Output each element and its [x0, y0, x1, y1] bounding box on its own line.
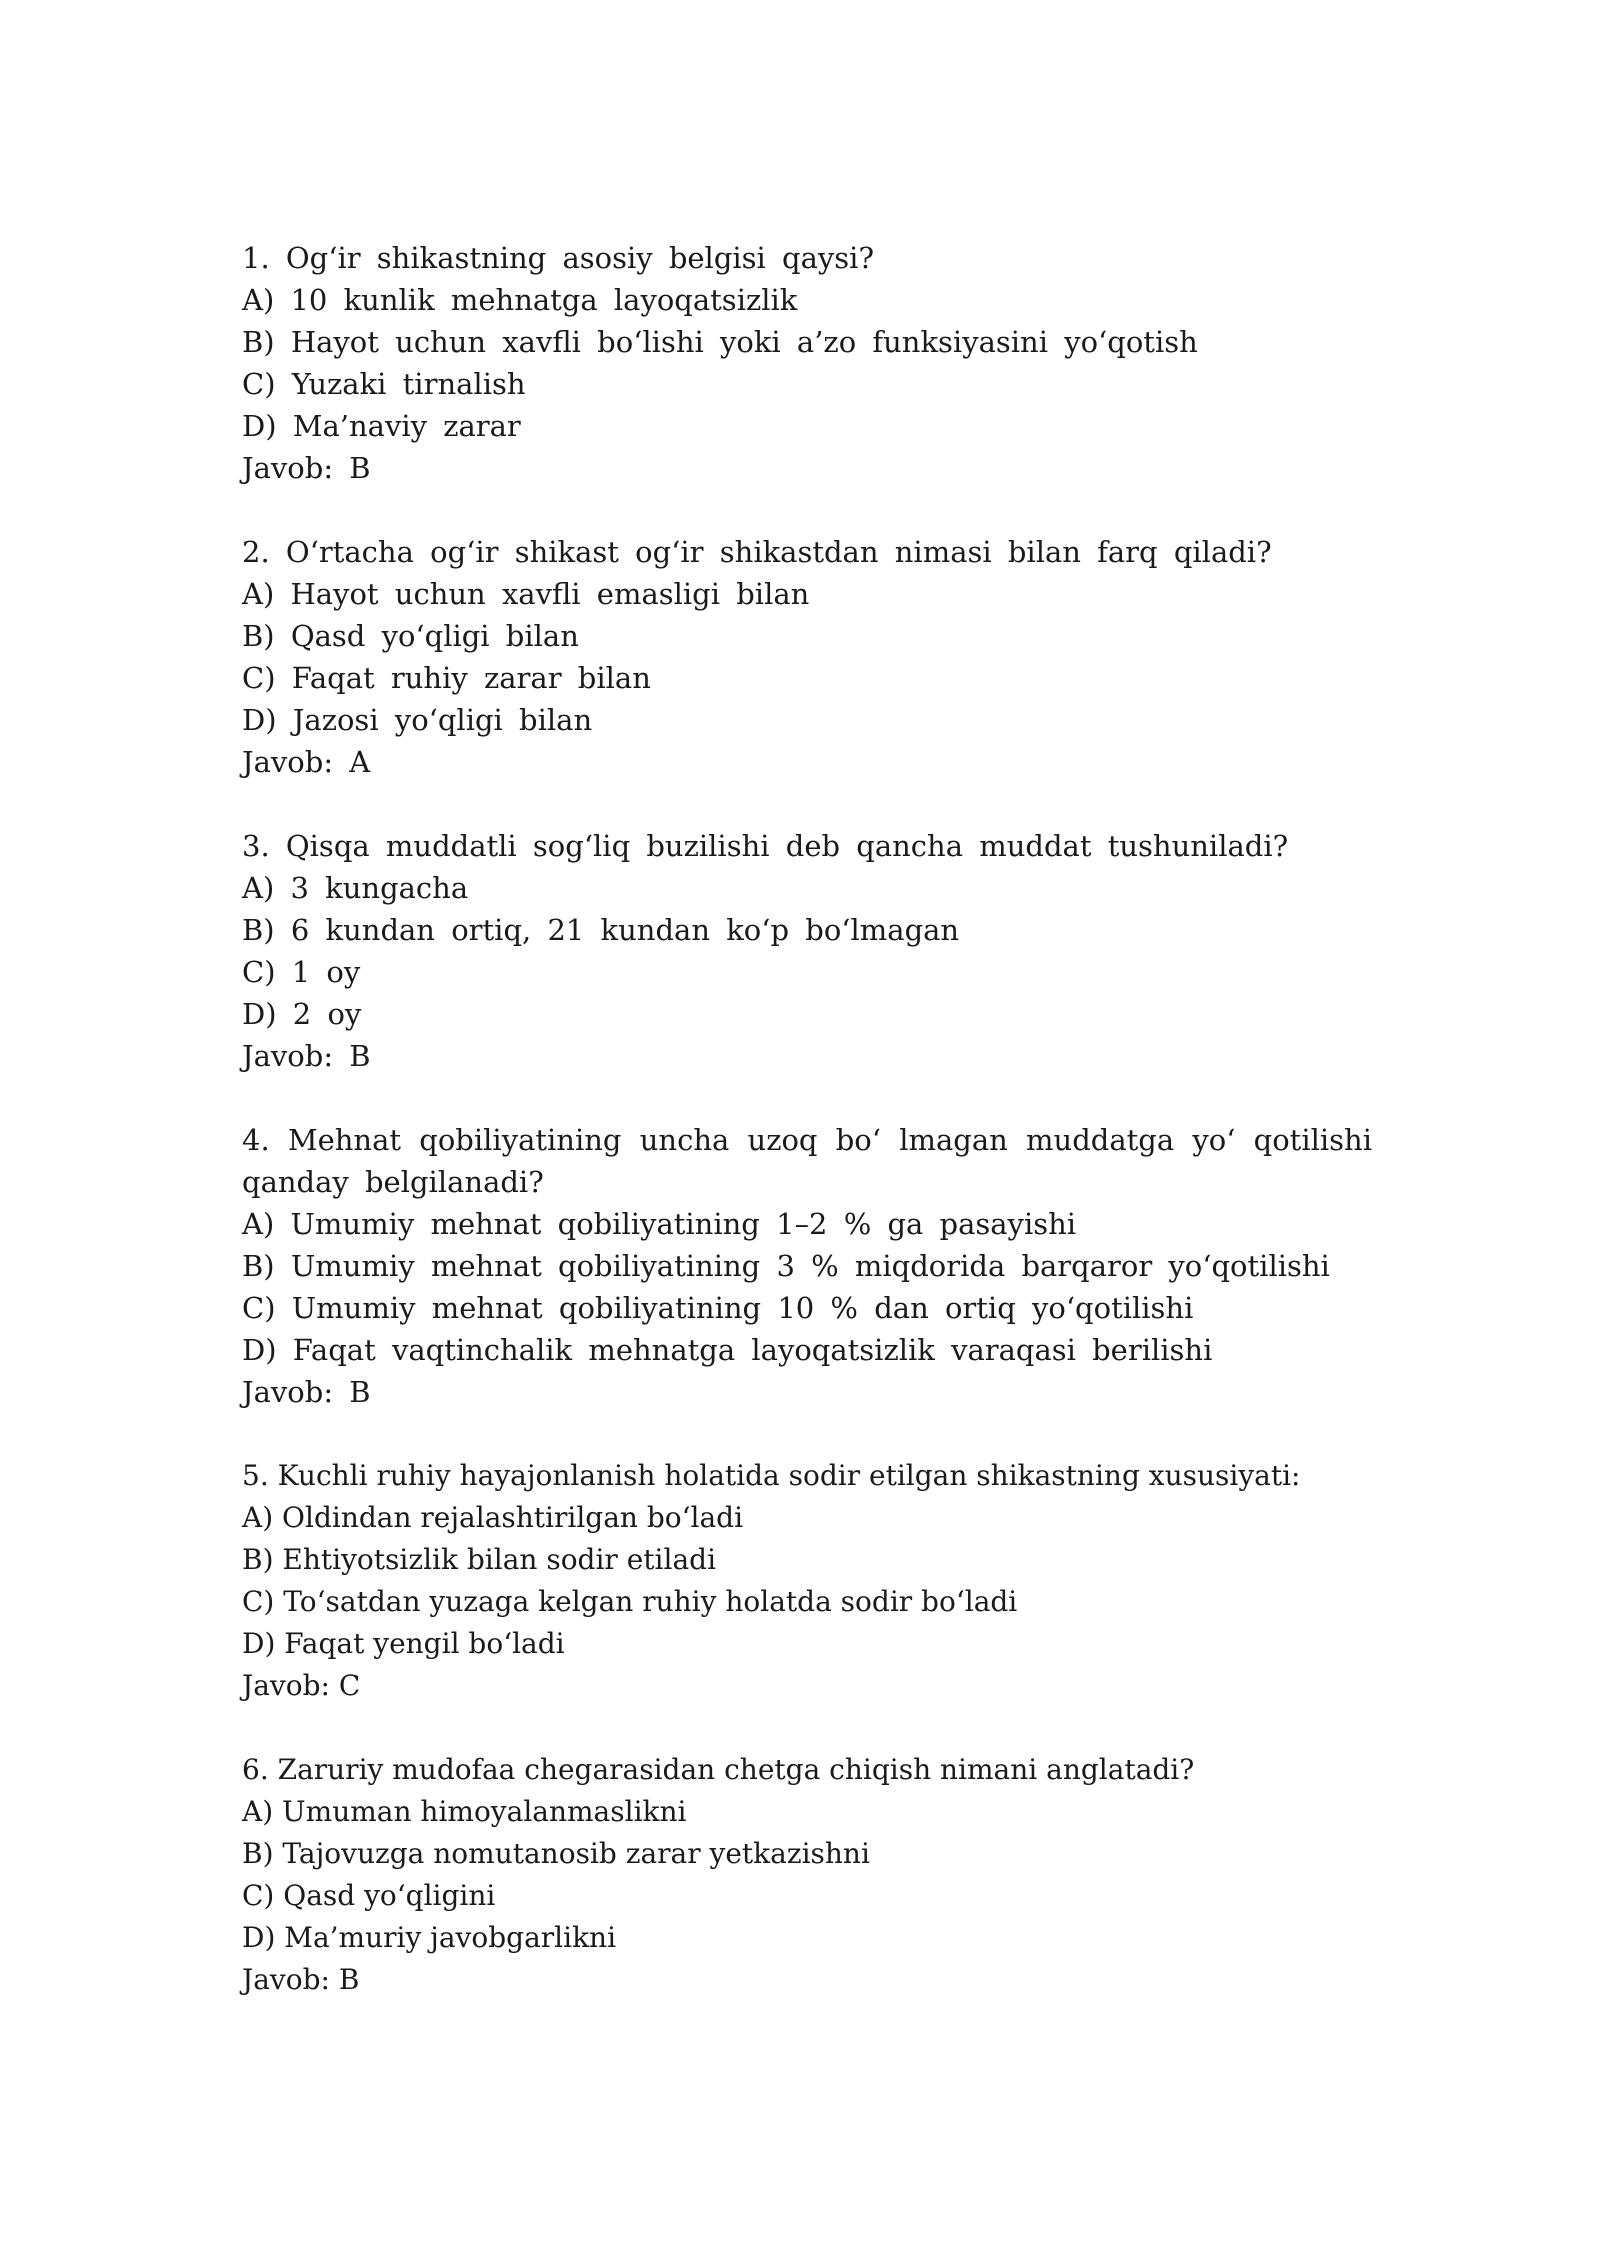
question-block-3 — [242, 825, 1372, 1077]
answer-line: Javob: B — [242, 1963, 360, 1996]
option-c: C) To‘satdan yuzaga kelgan ruhiy holatda sodir bo‘ladi — [242, 1585, 1018, 1618]
option-b: B) 6 kundan ortiq, 21 kundan ko‘p bo‘lmagan — [242, 913, 960, 947]
quiz-content — [242, 237, 1372, 2043]
question-block-4 — [242, 1119, 1372, 1413]
question-text: 1. Og‘ir shikastning asosiy belgisi qaysi? — [242, 241, 874, 275]
answer-line: Javob: B — [242, 1039, 371, 1073]
option-a: A) Oldindan rejalashtirilgan bo‘ladi — [242, 1501, 744, 1534]
option-d: D) Jazosi yo‘qligi bilan — [242, 703, 593, 737]
question-block-1 — [242, 237, 1372, 489]
question-block-5 — [242, 1455, 1372, 1707]
option-a: A) 10 kunlik mehnatga layoqatsizlik — [242, 283, 798, 317]
answer-line: Javob: C — [242, 1669, 361, 1702]
question-text: 3. Qisqa muddatli sog‘liq buzilishi deb qancha muddat tushuniladi? — [242, 829, 1289, 863]
option-d: D) Faqat vaqtinchalik mehnatga layoqatsizlik varaqasi berilishi — [242, 1333, 1213, 1367]
option-c: C) 1 oy — [242, 955, 361, 989]
option-c: C) Faqat ruhiy zarar bilan — [242, 661, 651, 695]
option-b: B) Tajovuzga nomutanosib zarar yetkazishni — [242, 1837, 870, 1870]
answer-line: Javob: B — [242, 1375, 371, 1409]
question-text: 6. Zaruriy mudofaa chegarasidan chetga chiqish nimani anglatadi? — [242, 1753, 1195, 1786]
option-a: A) 3 kungacha — [242, 871, 469, 905]
answer-line: Javob: A — [242, 745, 371, 779]
answer-line: Javob: B — [242, 451, 371, 485]
option-a: A) Hayot uchun xavfli emasligi bilan — [242, 577, 810, 611]
option-d: D) Ma’muriy javobgarlikni — [242, 1921, 617, 1954]
question-block-6 — [242, 1749, 1372, 2001]
option-b: B) Ehtiyotsizlik bilan sodir etiladi — [242, 1543, 717, 1576]
question-text: 2. O‘rtacha og‘ir shikast og‘ir shikastdan nimasi bilan farq qiladi? — [242, 535, 1272, 569]
option-d: D) 2 oy — [242, 997, 362, 1031]
option-a: A) Umuman himoyalanmaslikni — [242, 1795, 687, 1828]
option-b: B) Hayot uchun xavfli bo‘lishi yoki a’zo funksiyasini yo‘qotish — [242, 325, 1198, 359]
option-a: A) Umumiy mehnat qobiliyatining 1–2 % ga pasayishi — [242, 1207, 1077, 1241]
option-c: C) Yuzaki tirnalish — [242, 367, 526, 401]
question-block-2 — [242, 531, 1372, 783]
option-b: B) Qasd yo‘qligi bilan — [242, 619, 579, 653]
question-text: 4. Mehnat qobiliyatining uncha uzoq bo‘ lmagan muddatga yo‘ qotilishi qanday belgilanadi? — [242, 1123, 1372, 1199]
question-text: 5. Kuchli ruhiy hayajonlanish holatida sodir etilgan shikastning xususiyati: — [242, 1459, 1301, 1492]
option-d: D) Faqat yengil bo‘ladi — [242, 1627, 565, 1660]
option-c: C) Qasd yo‘qligini — [242, 1879, 496, 1912]
option-b: B) Umumiy mehnat qobiliyatining 3 % miqdorida barqaror yo‘qotilishi — [242, 1249, 1330, 1283]
option-d: D) Ma’naviy zarar — [242, 409, 521, 443]
option-c: C) Umumiy mehnat qobiliyatining 10 % dan ortiq yo‘qotilishi — [242, 1291, 1194, 1325]
